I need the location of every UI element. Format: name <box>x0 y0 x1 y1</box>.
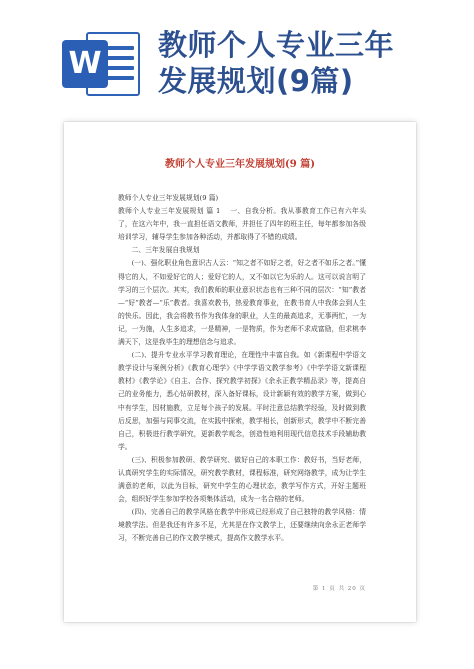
text-line-decoration <box>104 46 134 50</box>
paragraph-subtitle: 教师个人专业三年发展规划(9 篇) <box>118 194 219 202</box>
paragraph: (三)、积极参加教研、教学研究、做好自己的本职工作：教好书，当好老师，认真研究学生的实际情况，研究教学教材，课程标准，研究网络教学，成为让学生满意的老师，以此为目标，研究中学生的心理状态，教学写作方式，开好主题班会，组织好学生参加学校各项集体活动，成为一名合格的老师。 <box>118 455 366 504</box>
document-body <box>118 192 366 546</box>
text-line-decoration <box>104 66 134 70</box>
word-document-icon <box>60 28 142 100</box>
paragraph: (一)、强化职业角色意识古人云：“知之者不如好之者，好之者不如乐之者。”懂得它的人，不如爱好它的人；爱好它的人，又不如以它为乐的人。这可以说言明了学习的三个层次。其实，我们教师的职业意识状态也有三种不同的层次：“知”教者—“好”教者—“乐”教者。我喜欢教书，热爱教育事业，在教书育人中我体会到人生的快乐。因此，我会将教书作为我体身的职业，人生的最高追求，无事两忙，一为记，一为施，人生多追求，一是精神，一是物质，作为老师不求成富励，但求桃李满天下，这是我毕生的理想信念与追求。 <box>118 259 366 347</box>
header-title-line2: 发展规划(9篇) <box>158 64 354 98</box>
header-title-line1: 教师个人专业三年 <box>158 28 395 62</box>
document-page <box>64 122 416 622</box>
paragraph-heading: 二、三年发展自我规划 <box>131 246 200 255</box>
document-title: 教师个人专业三年发展规划(9 篇) <box>165 159 315 170</box>
paragraph: (四)、完善自己的教学风格在教学中形成已经形成了自己独特的教学风格：情境教学法。但是我还有许多不足，尤其是在作文教学上，还要继续向余永正老师学习，不断完善自己的作文教学模式，提高作文教学水平。 <box>118 508 366 543</box>
text-line-decoration <box>104 76 134 80</box>
header-banner <box>0 0 474 118</box>
paragraph: 教师个人专业三年发展规划 篇 1 一、自我分析。我从事教育工作已有六年头了，在这六年中，我一直担任语文教师，并担任了四年的班主任，每年都参加各级培训学习，辅导学生参加各种活动，并都取得了不错的成绩。 <box>118 207 366 242</box>
word-w-badge: W <box>62 40 108 88</box>
text-line-decoration <box>104 56 134 60</box>
paragraph: (二)、提升专业水平学习教育理论，在理性中丰富自我。如《新课程中学语文教学设计与案例分析》《教育心理学》《中学学语文教学参考》《中学学语文新课程教材》《教学论》《自主、合作、探究教学初探》《余永正教学精品录》等，提高自己的业务能力，悉心钻研教材，深入备好课标，设计新颖有效的教学方案，做到心中有学生，因材施教，立足每个孩子的发展。平时注意总结教学经验，及时做到教后反思，加强与同事交流，在实践中探索，教学相长，创新形式，教学中不断完善自己，积极进行教学研究，更新教学观念，创造性地利用现代信息技术手段辅助教学。 <box>118 351 366 451</box>
page-number-footer: 第 1 页 共 20 页 <box>312 586 366 592</box>
